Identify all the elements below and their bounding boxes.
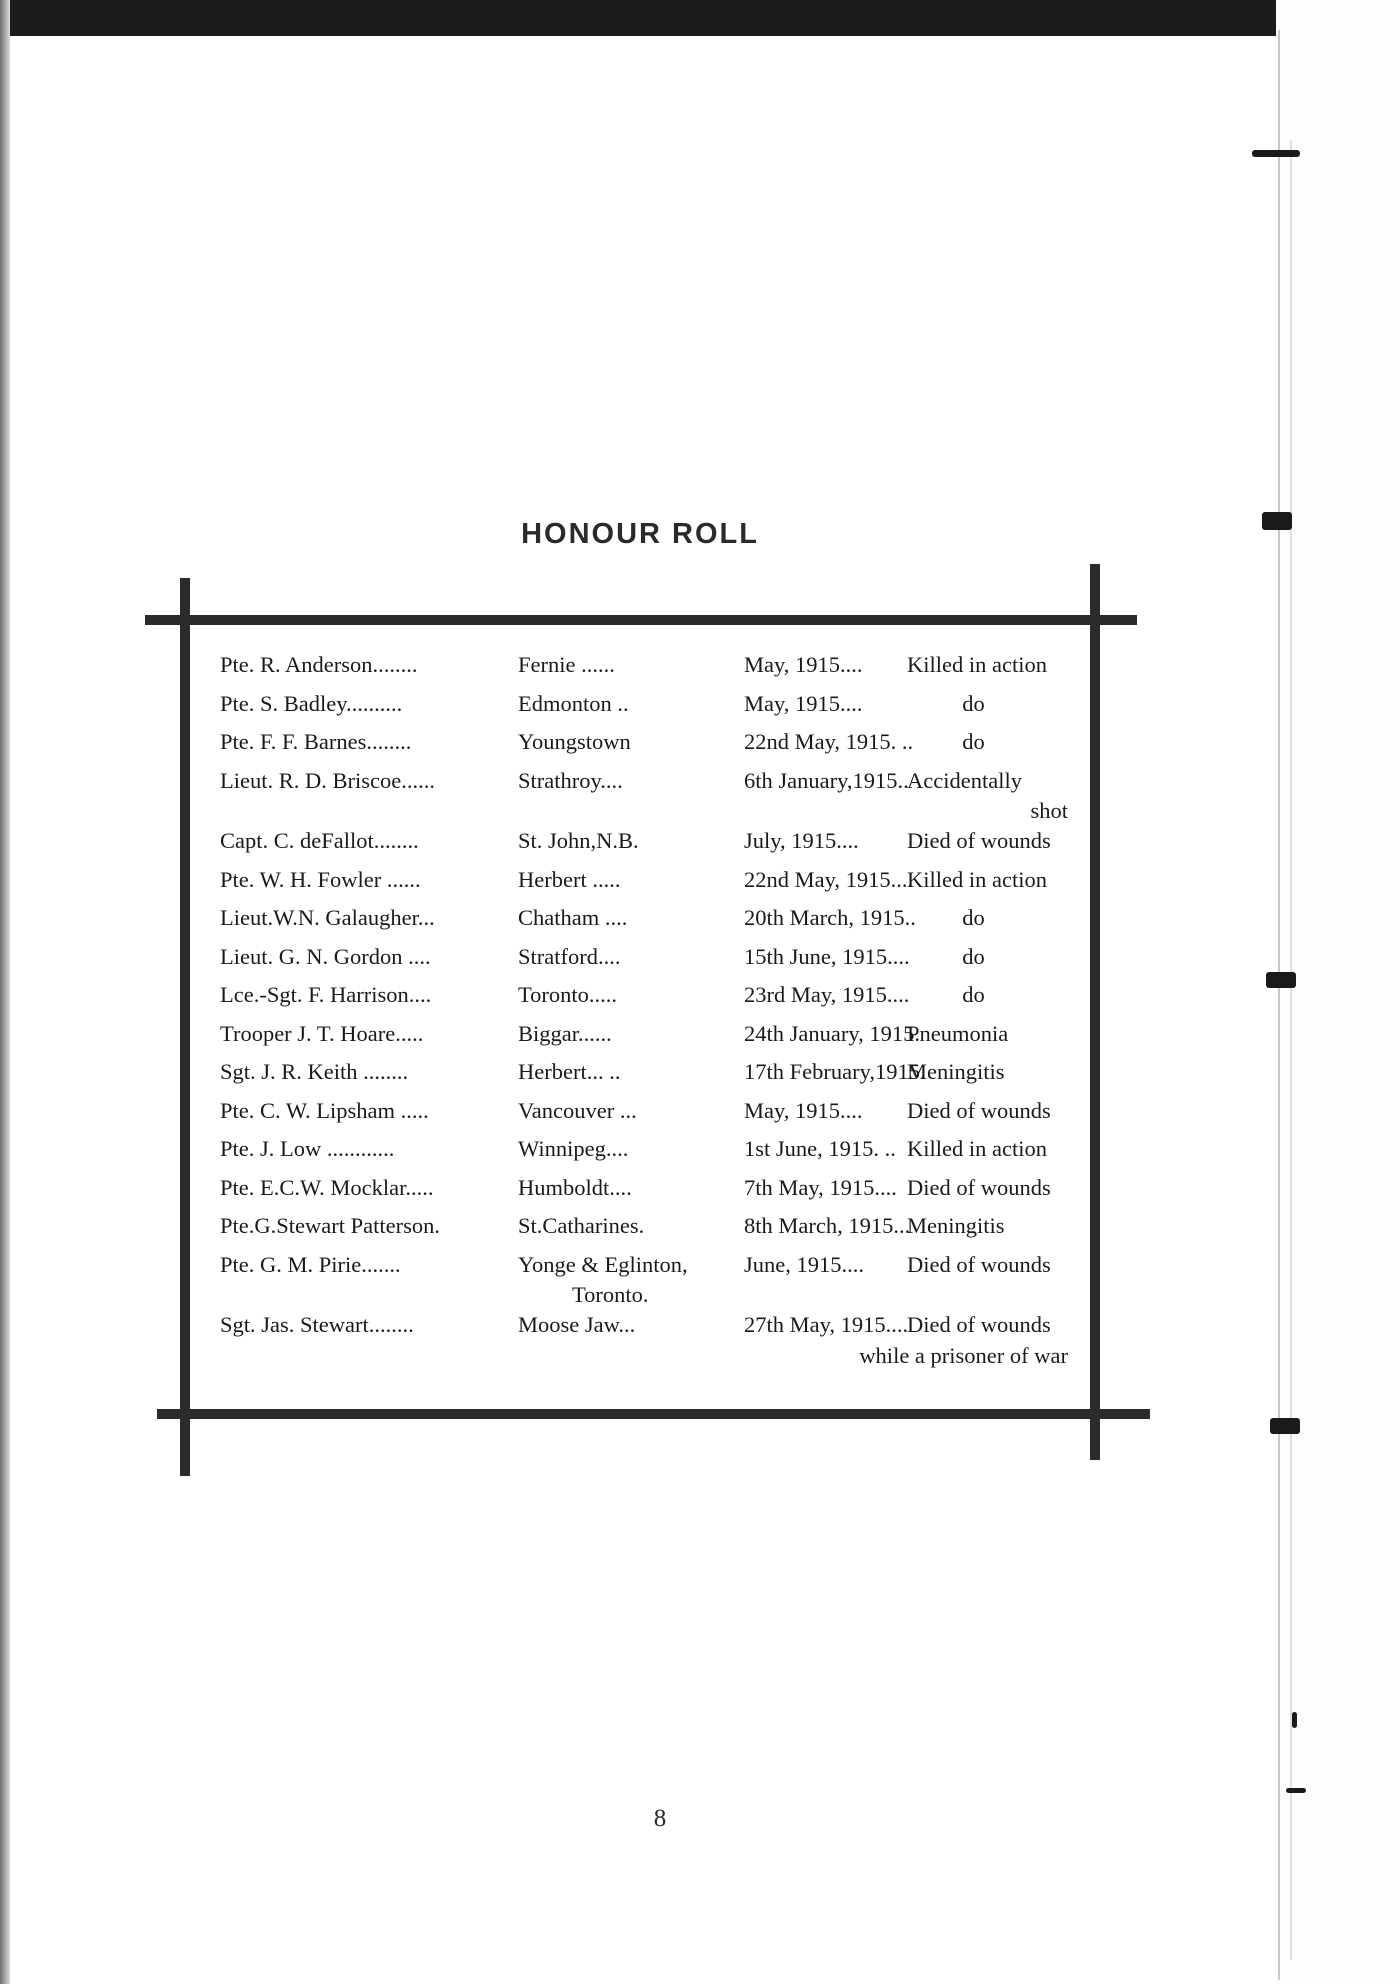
roll-entry (220, 867, 1080, 906)
entry-name: Pte. F. F. Barnes........ (220, 729, 412, 754)
entry-result: do (962, 905, 985, 930)
frame-bottom-rule (157, 1409, 1150, 1419)
entry-name: Sgt. Jas. Stewart........ (220, 1312, 414, 1337)
entry-date: May, 1915.... (744, 690, 863, 716)
entry-place-continued: Toronto. (572, 1282, 649, 1307)
entry-date: 17th February,1915. (744, 1059, 926, 1084)
entry-name: Lieut. G. N. Gordon .... (220, 943, 431, 969)
entry-date: 1st June, 1915. .. (744, 1136, 896, 1161)
entry-result: Died of wounds (907, 1097, 1051, 1123)
entry-place: Chatham .... (518, 905, 628, 930)
honour-roll-list (220, 652, 1080, 1373)
entry-name: Sgt. J. R. Keith ........ (220, 1059, 409, 1084)
roll-entry (220, 652, 1080, 691)
entry-place: Strathroy.... (518, 767, 623, 793)
entry-result: do (962, 729, 985, 754)
entry-place: Herbert ..... (518, 866, 621, 892)
entry-date: 22nd May, 1915. .. (744, 729, 914, 754)
binding-stitch (1252, 150, 1300, 157)
roll-entry (220, 691, 1080, 730)
roll-entry (220, 1312, 1080, 1373)
entry-result: Meningitis (907, 1213, 1005, 1238)
entry-result: Meningitis (907, 1059, 1005, 1084)
entry-date: May, 1915.... (744, 652, 863, 677)
entry-result: Died of wounds (907, 1174, 1051, 1200)
entry-place: Youngstown (518, 729, 631, 754)
page-title: HONOUR ROLL (521, 518, 759, 550)
entry-date: June, 1915.... (744, 1251, 864, 1277)
entry-place: Fernie ...... (518, 652, 615, 677)
entry-result: Died of wounds (907, 828, 1051, 853)
entry-result: Accidentally (907, 767, 1022, 793)
roll-entry (220, 1213, 1080, 1252)
entry-date: July, 1915.... (744, 828, 859, 853)
entry-place: Stratford.... (518, 943, 621, 969)
binding-spine (1276, 0, 1400, 1984)
entry-result: Killed in action (907, 866, 1047, 892)
binding-stitch (1262, 512, 1292, 530)
page-number: 8 (653, 1805, 667, 1832)
scan-top-band (0, 0, 1400, 36)
entry-name: Pte. G. M. Pirie....... (220, 1251, 401, 1277)
roll-entry (220, 1021, 1080, 1060)
scan-left-edge (0, 0, 10, 1984)
entry-place: Herbert... .. (518, 1059, 621, 1084)
entry-note: while a prisoner of war (859, 1342, 1068, 1368)
entry-date: 15th June, 1915.... (744, 943, 910, 969)
roll-entry (220, 944, 1080, 983)
entry-place: Vancouver ... (518, 1097, 637, 1123)
entry-date: 6th January,1915.. (744, 767, 909, 793)
roll-entry (220, 729, 1080, 768)
entry-result: Killed in action (907, 652, 1047, 677)
entry-place: Winnipeg.... (518, 1136, 629, 1161)
entry-name: Pte. W. H. Fowler ...... (220, 866, 421, 892)
entry-date: May, 1915.... (744, 1097, 863, 1123)
entry-name: Trooper J. T. Hoare..... (220, 1020, 424, 1046)
entry-place: St.Catharines. (518, 1213, 645, 1238)
entry-date: 22nd May, 1915.... (744, 866, 914, 892)
entry-place: St. John,N.B. (518, 828, 639, 853)
entry-name: Capt. C. deFallot........ (220, 828, 419, 853)
entry-date: 23rd May, 1915.... (744, 982, 910, 1007)
entry-result: do (962, 982, 985, 1007)
entry-place: Biggar...... (518, 1020, 612, 1046)
entry-result: do (962, 943, 985, 969)
entry-date: 20th March, 1915.. (744, 905, 916, 930)
entry-date: 24th January, 1915. (744, 1020, 921, 1046)
entry-name: Lieut. R. D. Briscoe...... (220, 767, 435, 793)
entry-name: Pte.G.Stewart Patterson. (220, 1213, 440, 1238)
entry-result: do (962, 690, 985, 716)
roll-entry (220, 1252, 1080, 1313)
entry-name: Lieut.W.N. Galaugher... (220, 905, 435, 930)
entry-date: 27th May, 1915.... (744, 1312, 909, 1337)
entry-name: Pte. E.C.W. Mocklar..... (220, 1174, 434, 1200)
entry-name: Pte. J. Low ............ (220, 1136, 395, 1161)
entry-name: Pte. C. W. Lipsham ..... (220, 1097, 429, 1123)
binding-stitch (1292, 1712, 1297, 1728)
entry-result: Died of wounds (907, 1251, 1051, 1277)
roll-entry (220, 768, 1080, 829)
binding-stitch (1286, 1788, 1306, 1793)
entry-result: Killed in action (907, 1136, 1047, 1161)
entry-date: 7th May, 1915.... (744, 1174, 897, 1200)
roll-entry (220, 982, 1080, 1021)
roll-entry (220, 1098, 1080, 1137)
entry-place: Toronto..... (518, 982, 618, 1007)
entry-place: Moose Jaw... (518, 1312, 636, 1337)
binding-spine-fold (1290, 140, 1292, 1960)
frame-right-rule (1090, 564, 1100, 1460)
entry-place: Humboldt.... (518, 1174, 632, 1200)
entry-name: Lce.-Sgt. F. Harrison.... (220, 982, 432, 1007)
roll-entry (220, 1175, 1080, 1214)
roll-entry (220, 1136, 1080, 1175)
entry-name: Pte. R. Anderson........ (220, 652, 418, 677)
binding-spine-edge (1278, 30, 1280, 1980)
entry-result: Pneumonia (907, 1020, 1009, 1046)
roll-entry (220, 828, 1080, 867)
entry-place: Edmonton .. (518, 690, 629, 716)
entry-name: Pte. S. Badley.......... (220, 690, 403, 716)
entry-place: Yonge & Eglinton, (518, 1251, 688, 1277)
entry-result: Died of wounds (907, 1312, 1051, 1337)
binding-stitch (1270, 1418, 1300, 1434)
frame-top-rule (145, 615, 1137, 625)
roll-entry (220, 905, 1080, 944)
binding-stitch (1266, 972, 1296, 988)
entry-note: shot (1030, 798, 1068, 823)
roll-entry (220, 1059, 1080, 1098)
frame-left-rule (180, 578, 190, 1476)
entry-date: 8th March, 1915... (744, 1213, 911, 1238)
